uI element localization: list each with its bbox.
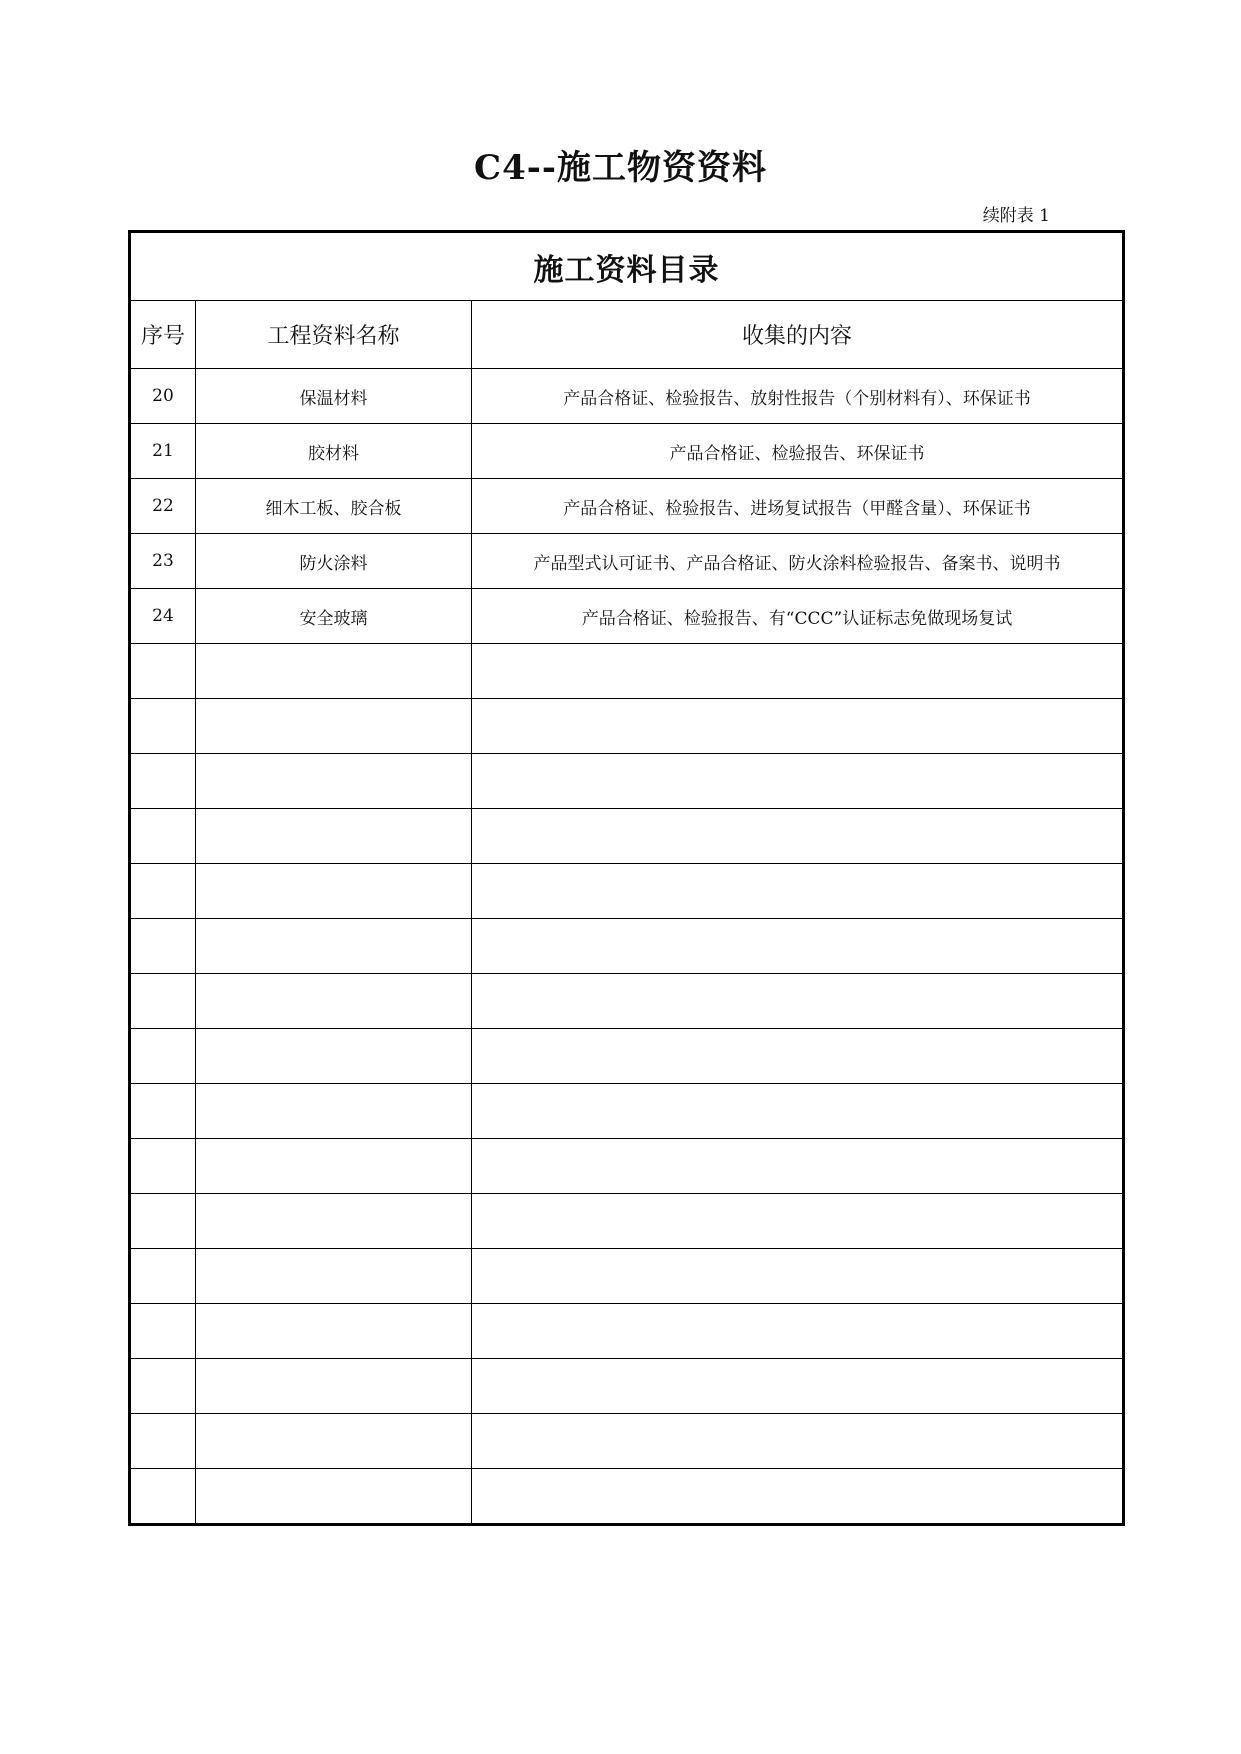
table-row: [130, 424, 1124, 479]
row-number-cell: [130, 1084, 196, 1139]
table-row: [130, 534, 1124, 589]
table-row: [130, 369, 1124, 424]
material-name-cell: [196, 1084, 472, 1139]
table-row: [130, 589, 1124, 644]
material-name-cell: [196, 1249, 472, 1304]
row-number-cell: 22: [130, 479, 196, 534]
column-header-row: [130, 301, 1124, 369]
collected-content-cell: [472, 1029, 1124, 1084]
collected-content-cell: [472, 1084, 1124, 1139]
table-row: [130, 809, 1124, 864]
collected-content-cell: [472, 1249, 1124, 1304]
table-row: [130, 864, 1124, 919]
collected-content-cell: [472, 1304, 1124, 1359]
collected-content-cell: [472, 1139, 1124, 1194]
table-row: [130, 479, 1124, 534]
table-row: [130, 644, 1124, 699]
material-name-cell: [196, 1304, 472, 1359]
collected-content-cell: [472, 754, 1124, 809]
collected-content-cell: [472, 974, 1124, 1029]
row-number-cell: [130, 809, 196, 864]
table-row: [130, 1084, 1124, 1139]
collected-content-cell: [472, 1469, 1124, 1525]
row-number-cell: [130, 1029, 196, 1084]
catalog-table: [128, 230, 1125, 1526]
material-name-cell: [196, 809, 472, 864]
material-name-cell: 防火涂料: [196, 534, 472, 589]
material-name-cell: [196, 1194, 472, 1249]
row-number-cell: [130, 1414, 196, 1469]
material-name-cell: [196, 1029, 472, 1084]
material-name-cell: 细木工板、胶合板: [196, 479, 472, 534]
row-number-cell: 20: [130, 369, 196, 424]
row-number-cell: [130, 754, 196, 809]
collected-content-cell: [472, 1359, 1124, 1414]
material-name-cell: [196, 644, 472, 699]
material-name-cell: [196, 1139, 472, 1194]
collected-content-cell: [472, 699, 1124, 754]
table-row: [130, 974, 1124, 1029]
row-number-cell: 24: [130, 589, 196, 644]
row-number-cell: [130, 1194, 196, 1249]
table-row: [130, 1414, 1124, 1469]
collected-content-cell: [472, 809, 1124, 864]
row-number-cell: 21: [130, 424, 196, 479]
collected-content-cell: [472, 1414, 1124, 1469]
collected-content-cell: 产品合格证、检验报告、环保证书: [472, 424, 1124, 479]
collected-content-cell: [472, 919, 1124, 974]
row-number-cell: [130, 1139, 196, 1194]
material-name-cell: [196, 1359, 472, 1414]
row-number-cell: [130, 1469, 196, 1525]
collected-content-cell: 产品合格证、检验报告、有“CCC”认证标志免做现场复试: [472, 589, 1124, 644]
row-number-cell: [130, 1304, 196, 1359]
table-heading: 施工资料目录: [130, 232, 1124, 301]
table-row: [130, 919, 1124, 974]
material-name-cell: 安全玻璃: [196, 589, 472, 644]
collected-content-cell: 产品合格证、检验报告、进场复试报告（甲醛含量）、环保证书: [472, 479, 1124, 534]
table-row: [130, 754, 1124, 809]
row-number-cell: [130, 974, 196, 1029]
table-row: [130, 1139, 1124, 1194]
material-name-cell: [196, 754, 472, 809]
collected-content-cell: 产品型式认可证书、产品合格证、防火涂料检验报告、备案书、说明书: [472, 534, 1124, 589]
collected-content-cell: [472, 644, 1124, 699]
collected-content-cell: [472, 1194, 1124, 1249]
document-title: C4--施工物资资料: [474, 148, 767, 188]
table-row: [130, 1194, 1124, 1249]
row-number-cell: [130, 699, 196, 754]
row-number-cell: [130, 919, 196, 974]
table-row: [130, 1249, 1124, 1304]
material-name-cell: 胶材料: [196, 424, 472, 479]
row-number-cell: [130, 1359, 196, 1414]
collected-content-cell: [472, 864, 1124, 919]
row-number-cell: [130, 864, 196, 919]
row-number-cell: 23: [130, 534, 196, 589]
row-number-cell: [130, 644, 196, 699]
material-name-cell: 保温材料: [196, 369, 472, 424]
collected-content-cell: 产品合格证、检验报告、放射性报告（个别材料有）、环保证书: [472, 369, 1124, 424]
table-row: [130, 1029, 1124, 1084]
table-row: [130, 1304, 1124, 1359]
column-header-no: 序号: [130, 301, 196, 369]
material-name-cell: [196, 699, 472, 754]
material-name-cell: [196, 919, 472, 974]
material-name-cell: [196, 864, 472, 919]
table-row: [130, 699, 1124, 754]
column-header-name: 工程资料名称: [196, 301, 472, 369]
table-row: [130, 1469, 1124, 1525]
row-number-cell: [130, 1249, 196, 1304]
table-heading-row: [130, 232, 1124, 301]
material-name-cell: [196, 1414, 472, 1469]
appendix-label: 续附表 1: [982, 206, 1050, 226]
column-header-content: 收集的内容: [472, 301, 1124, 369]
material-name-cell: [196, 1469, 472, 1525]
table-row: [130, 1359, 1124, 1414]
material-name-cell: [196, 974, 472, 1029]
